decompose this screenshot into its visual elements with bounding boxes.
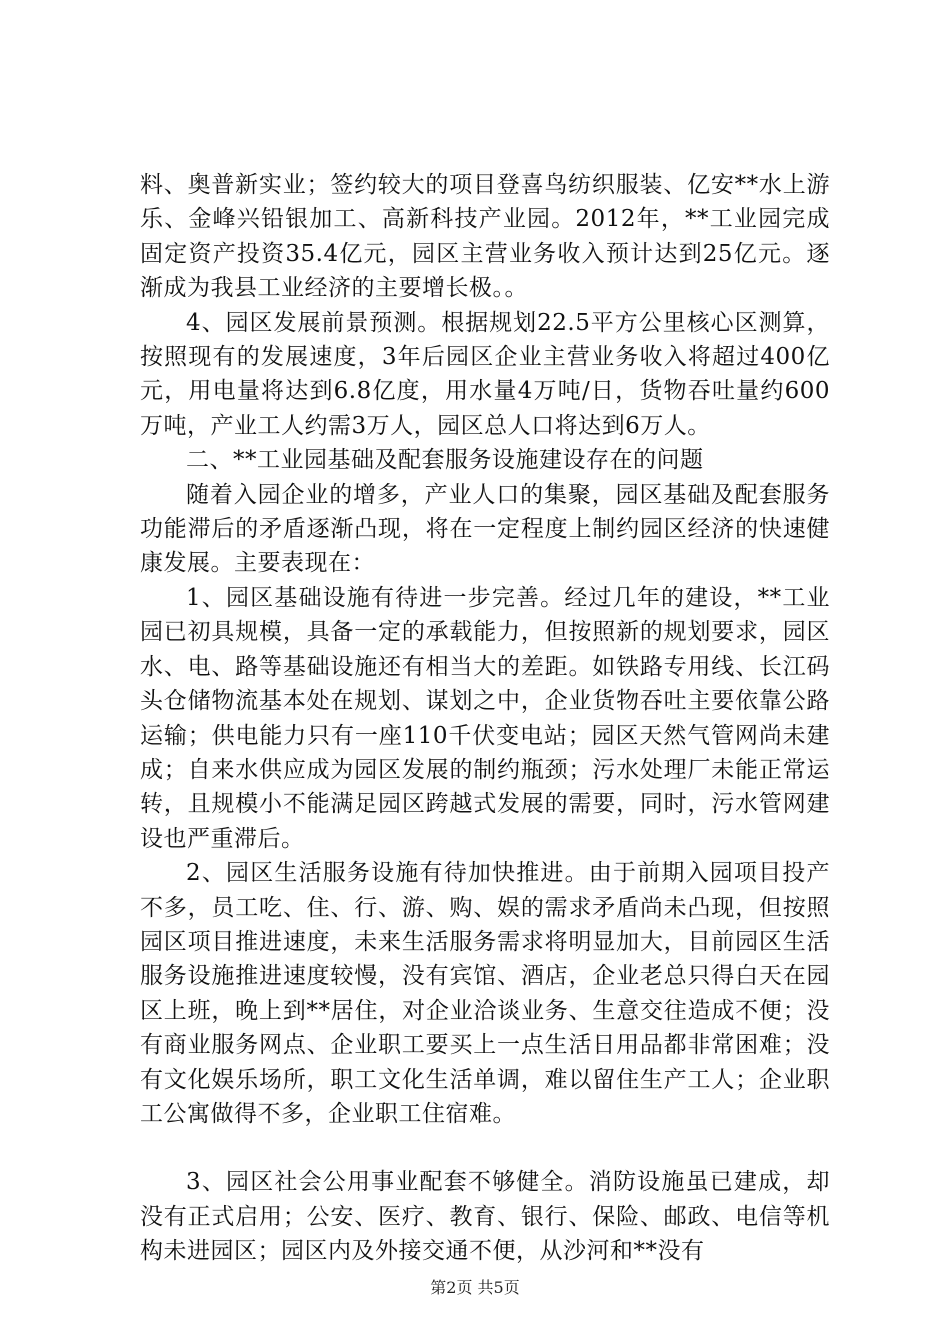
- paragraph-prospect: 4、园区发展前景预测。根据规划22.5平方公里核心区测算，按照现有的发展速度，3年后园区企业主营业务收入将超过400亿元，用电量将达到6.8亿度，用水量4万吨/日，货物吞吐量约600万吨，产业工人约需3万人，园区总人口将达到6万人。: [140, 309, 830, 439]
- document-body: [140, 168, 830, 1269]
- paragraph-continuation: 料、奥普新实业；签约较大的项目登喜鸟纺织服装、亿安**水上游乐、金峰兴铅银加工、高新科技产业园。2012年，**工业园完成固定资产投资35.4亿元，园区主营业务收入预计达到25亿元。逐渐成为我县工业经济的主要增长极。。: [140, 172, 830, 302]
- paragraph-intro: 随着入园企业的增多，产业人口的集聚，园区基础及配套服务功能滞后的矛盾逐渐凸现，将在一定程度上制约园区经济的快速健康发展。主要表现在：: [140, 481, 830, 577]
- page-number-footer: 第2页 共5页: [430, 1278, 520, 1297]
- section-heading-problems: 二、**工业园基础及配套服务设施建设存在的问题: [186, 447, 704, 474]
- paragraph-living-services: 2、园区生活服务设施有待加快推进。由于前期入园项目投产不多，员工吃、住、行、游、购、娱的需求矛盾尚未凸现，但按照园区项目推进速度，未来生活服务需求将明显加大，目前园区生活服务设施推进速度较慢，没有宾馆、酒店，企业老总只得白天在园区上班，晚上到**居住，对企业洽谈业务、生意交往造成不便；没有商业服务网点、企业职工要买上一点生活日用品都非常困难；没有文化娱乐场所，职工文化生活单调，难以留住生产工人；企业职工公寓做得不多，企业职工住宿难。: [140, 860, 830, 1127]
- paragraph-public-utilities: 3、园区社会公用事业配套不够健全。消防设施虽已建成，却没有正式启用；公安、医疗、教育、银行、保险、邮政、电信等机构未进园区；园区内及外接交通不便，从沙河和**没有: [140, 1169, 830, 1265]
- paragraph-infrastructure: 1、园区基础设施有待进一步完善。经过几年的建设，**工业园已初具规模，具备一定的承载能力，但按照新的规划要求，园区水、电、路等基础设施还有相当大的差距。如铁路专用线、长江码头仓储物流基本处在规划、谋划之中，企业货物吞吐主要依靠公路运输；供电能力只有一座110千伏变电站；园区天然气管网尚未建成；自来水供应成为园区发展的制约瓶颈；污水处理厂未能正常运转，且规模小不能满足园区跨越式发展的需要，同时，污水管网建设也严重滞后。: [140, 584, 830, 852]
